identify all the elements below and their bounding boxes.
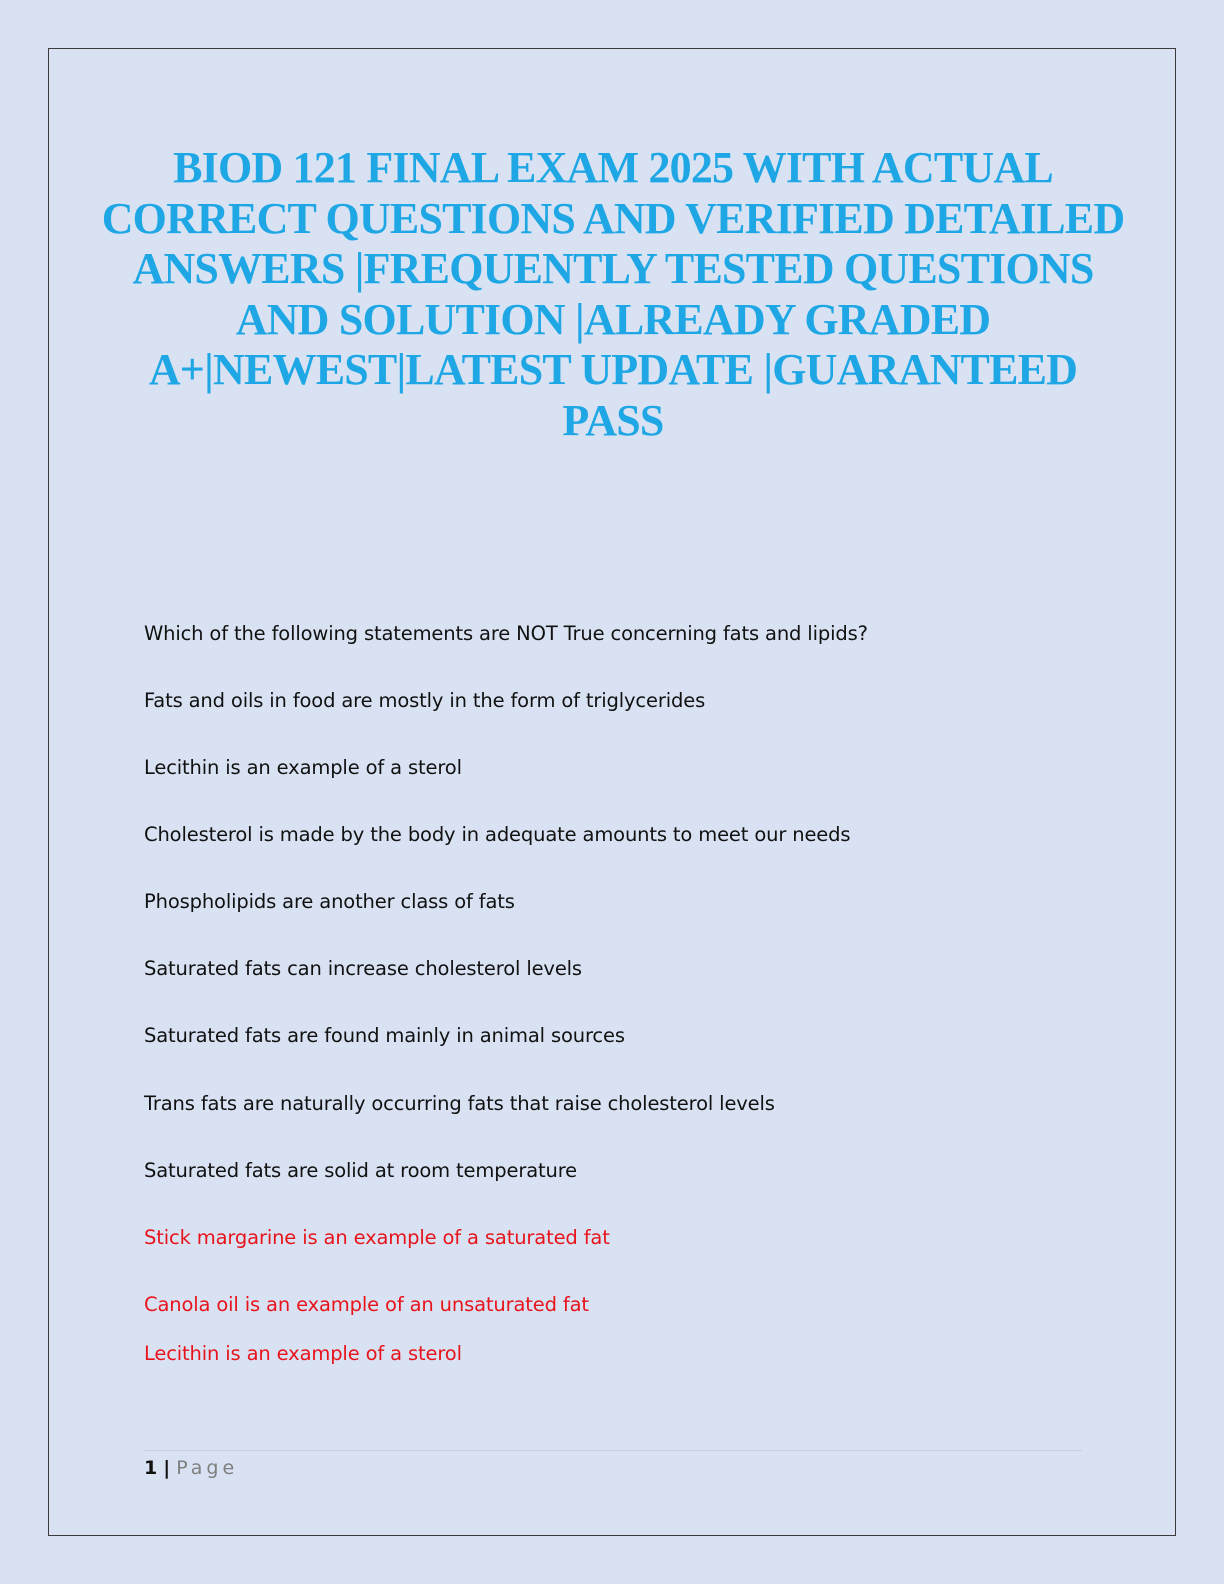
option-item: Saturated fats are solid at room temperature — [144, 1159, 577, 1182]
option-item: Phospholipids are another class of fats — [144, 890, 515, 913]
option-item: Saturated fats are found mainly in animal sources — [144, 1024, 625, 1047]
footer-separator: | — [163, 1457, 171, 1479]
question-text: Which of the following statements are NOT True concerning fats and lipids? — [144, 622, 868, 645]
footer-divider — [144, 1450, 1082, 1451]
answer-item: Lecithin is an example of a sterol — [144, 1342, 462, 1365]
answer-item: Canola oil is an example of an unsaturated fat — [144, 1293, 589, 1316]
document-title: BIOD 121 FINAL EXAM 2025 WITH ACTUAL CORRECT QUESTIONS AND VERIFIED DETAILED ANSWERS |FREQUENTLY TESTED QUESTIONS AND SOLUTION |ALREADY GRADED A+|NEWEST|LATEST UPDATE |GUARANTEED PASS — [101, 143, 1125, 445]
option-item: Trans fats are naturally occurring fats that raise cholesterol levels — [144, 1092, 775, 1115]
page-footer — [144, 1456, 238, 1480]
option-item: Cholesterol is made by the body in adequate amounts to meet our needs — [144, 823, 851, 846]
option-item: Lecithin is an example of a sterol — [144, 756, 462, 779]
option-item: Saturated fats can increase cholesterol levels — [144, 957, 582, 980]
option-item: Fats and oils in food are mostly in the form of triglycerides — [144, 689, 706, 712]
page-label: Page — [176, 1457, 239, 1479]
answer-item: Stick margarine is an example of a saturated fat — [144, 1226, 610, 1249]
page-number: 1 — [144, 1457, 158, 1479]
